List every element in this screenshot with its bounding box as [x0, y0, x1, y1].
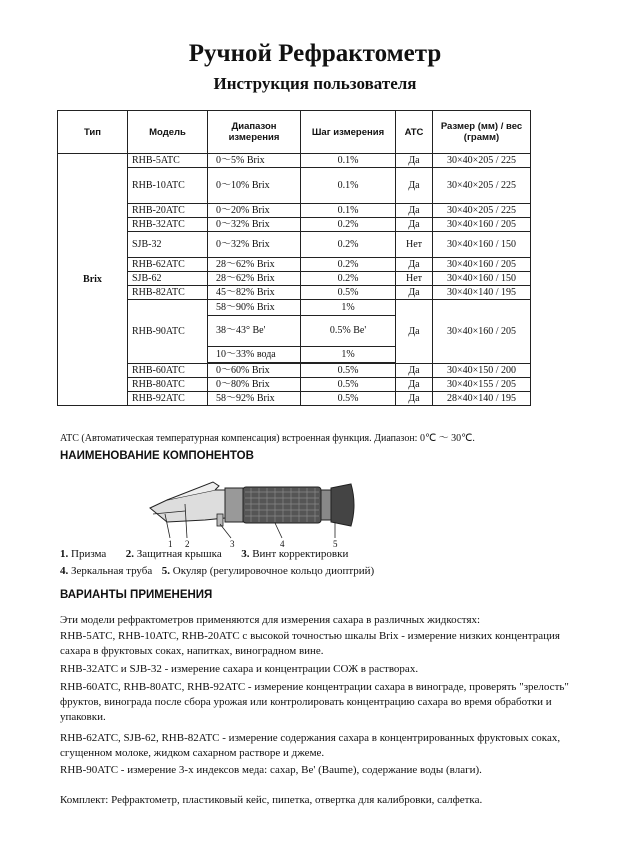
header-step: Шаг измерения: [301, 111, 396, 154]
size-cell: 30×40×160 / 150: [433, 232, 531, 258]
model-cell: RHB-5ATC: [128, 154, 208, 168]
model-cell: RHB-62ATC: [128, 258, 208, 272]
atc-cell: Да: [396, 204, 433, 218]
atc-cell: Нет: [396, 272, 433, 286]
callout-5: 5: [333, 539, 338, 549]
table-row: [58, 154, 531, 168]
range-cell: 0～80% Brix: [208, 377, 301, 391]
part-tube: Зеркальная труба: [71, 565, 153, 577]
table-row: [58, 272, 531, 286]
callout-2: 2: [185, 539, 190, 549]
spec-table: [57, 110, 531, 406]
atc-cell: Нет: [396, 232, 433, 258]
part-number: 3.: [241, 548, 250, 560]
step-cell: 0.5%: [301, 363, 396, 377]
atc-cell: Да: [396, 391, 433, 405]
model-cell: SJB-32: [128, 232, 208, 258]
model-cell: RHB-10ATC: [128, 168, 208, 204]
step-cell: 0.5%: [301, 391, 396, 405]
part-number: 4.: [60, 565, 69, 577]
range-cell: 0～32% Brix: [208, 218, 301, 232]
header-atc: ATC: [396, 111, 433, 154]
atc-cell: Да: [396, 154, 433, 168]
step-cell: 0.1%: [301, 204, 396, 218]
step-cell: 0.5%: [301, 286, 396, 300]
app-paragraph: RHB-62ATC, SJB-62, RHB-82ATC - измерение содержания сахара в концентрированных фруктовых соках, сгущенном молоке, жидком сахарном растворе и джеме.: [60, 732, 561, 759]
table-row: [58, 218, 531, 232]
atc-cell: Да: [396, 286, 433, 300]
parts-line-2: [60, 565, 374, 577]
header-size: Размер (мм) / вес (грамм): [433, 111, 531, 154]
part-screw: Винт корректировки: [252, 548, 349, 560]
atc-note: ATC (Автоматическая температурная компенсация) встроенная функция. Диапазон: 0℃ ～ 30℃.: [60, 433, 475, 444]
size-cell: 30×40×140 / 195: [433, 286, 531, 300]
range-cell: 28～62% Brix: [208, 258, 301, 272]
part-number: 1.: [60, 548, 69, 560]
part-number: 5.: [161, 565, 171, 577]
table-row: [58, 377, 531, 391]
applications-heading: ВАРИАНТЫ ПРИМЕНЕНИЯ: [60, 589, 213, 601]
model-cell: RHB-80ATC: [128, 377, 208, 391]
size-cell: 30×40×205 / 225: [433, 154, 531, 168]
header-model: Модель: [128, 111, 208, 154]
kit-contents: Комплект: Рефрактометр, пластиковый кейс, пипетка, отвертка для калибровки, салфетка.: [60, 794, 483, 806]
callout-3: 3: [230, 539, 235, 549]
table-row: [58, 232, 531, 258]
table-row: [58, 300, 531, 316]
part-number: 2.: [125, 548, 135, 560]
header-range: Диапазон измерения: [208, 111, 301, 154]
size-cell: 30×40×150 / 200: [433, 363, 531, 377]
app-paragraph: RHB-60ATC, RHB-80ATC, RHB-92ATC - измерение концентрации сахара в винограде, проверять "зрелость" фруктов, винограда после сбора урожая или контролировать концентрацию сахара во время обработки и упаковки.: [60, 681, 569, 723]
components-heading: НАИМЕНОВАНИЕ КОМПОНЕНТОВ: [60, 450, 254, 462]
app-paragraph: RHB-5ATC, RHB-10ATC, RHB-20ATC с высокой точностью шкалы Brix - измерение низких концентрация сахара в фруктовых соках, напитках, виноградном вине.: [60, 630, 560, 657]
step-cell: 1%: [301, 300, 396, 316]
range-cell: 0～10% Brix: [208, 168, 301, 204]
step-cell: 1%: [301, 346, 396, 362]
model-cell: RHB-32ATC: [128, 218, 208, 232]
model-cell: RHB-82ATC: [128, 286, 208, 300]
callout-4: 4: [280, 539, 285, 549]
range-cell: 28～62% Brix: [208, 272, 301, 286]
step-cell: 0.2%: [301, 232, 396, 258]
model-cell: RHB-60ATC: [128, 363, 208, 377]
range-cell: 0～20% Brix: [208, 204, 301, 218]
table-row: [58, 286, 531, 300]
size-cell: 30×40×160 / 150: [433, 272, 531, 286]
header-type: Тип: [58, 111, 128, 154]
step-cell: 0.2%: [301, 218, 396, 232]
step-cell: 0.2%: [301, 272, 396, 286]
range-cell: 58～92% Brix: [208, 391, 301, 405]
range-cell: 0～5% Brix: [208, 154, 301, 168]
part-cover: Защитная крышка: [136, 548, 222, 560]
step-cell: 0.1%: [301, 154, 396, 168]
table-row: [58, 258, 531, 272]
size-cell: 28×40×140 / 195: [433, 391, 531, 405]
parts-line-1: [60, 548, 348, 560]
size-cell: 30×40×160 / 205: [433, 258, 531, 272]
page-title: Ручной Рефрактометр: [188, 40, 442, 67]
atc-cell: Да: [396, 218, 433, 232]
eyepiece-ring: [321, 490, 331, 520]
atc-cell: Да: [396, 377, 433, 391]
collar-shape: [225, 488, 243, 522]
app-paragraph: RHB-32ATC и SJB-32 - измерение сахара и концентрации СОЖ в растворах.: [60, 663, 419, 675]
page-subtitle: Инструкция пользователя: [213, 74, 417, 93]
app-paragraph: Эти модели рефрактометров применяются для измерения сахара в различных жидкостях:: [60, 614, 481, 626]
size-cell: 30×40×160 / 205: [433, 218, 531, 232]
range-cell: 10～33% вода: [208, 346, 301, 362]
range-cell: 0～60% Brix: [208, 363, 301, 377]
size-cell: 30×40×205 / 225: [433, 168, 531, 204]
step-cell: 0.2%: [301, 258, 396, 272]
grip-shape: [243, 487, 321, 523]
atc-cell: Да: [396, 258, 433, 272]
size-cell: 30×40×160 / 205: [433, 300, 531, 364]
table-row: [58, 391, 531, 405]
model-cell: RHB-90ATC: [128, 300, 208, 364]
atc-cell: Да: [396, 363, 433, 377]
range-cell: 58～90% Brix: [208, 300, 301, 316]
type-cell: Brix: [58, 154, 128, 406]
size-cell: 30×40×205 / 225: [433, 204, 531, 218]
model-cell: RHB-92ATC: [128, 391, 208, 405]
step-cell: 0.5% Be': [301, 316, 396, 346]
refractometer-illustration: [145, 478, 360, 550]
app-paragraph: RHB-90ATC - измерение 3-х индексов меда: сахар, Be' (Baume), содержание воды (влаги).: [60, 764, 482, 776]
step-cell: 0.1%: [301, 168, 396, 204]
callout-1: 1: [168, 539, 173, 549]
table-header-row: [58, 111, 531, 154]
part-prism: Призма: [71, 548, 107, 560]
range-cell: 0～32% Brix: [208, 232, 301, 258]
model-cell: SJB-62: [128, 272, 208, 286]
table-row: [58, 204, 531, 218]
step-cell: 0.5%: [301, 377, 396, 391]
eyepiece-shape: [331, 484, 354, 526]
size-cell: 30×40×155 / 205: [433, 377, 531, 391]
part-eyepiece: Окуляр (регулировочное кольцо диоптрий): [172, 565, 375, 577]
model-cell: RHB-20ATC: [128, 204, 208, 218]
atc-cell: Да: [396, 300, 433, 364]
range-cell: 45～82% Brix: [208, 286, 301, 300]
range-cell: 38～43° Be': [208, 316, 301, 346]
table-row: [58, 168, 531, 204]
table-row: [58, 363, 531, 377]
atc-cell: Да: [396, 168, 433, 204]
